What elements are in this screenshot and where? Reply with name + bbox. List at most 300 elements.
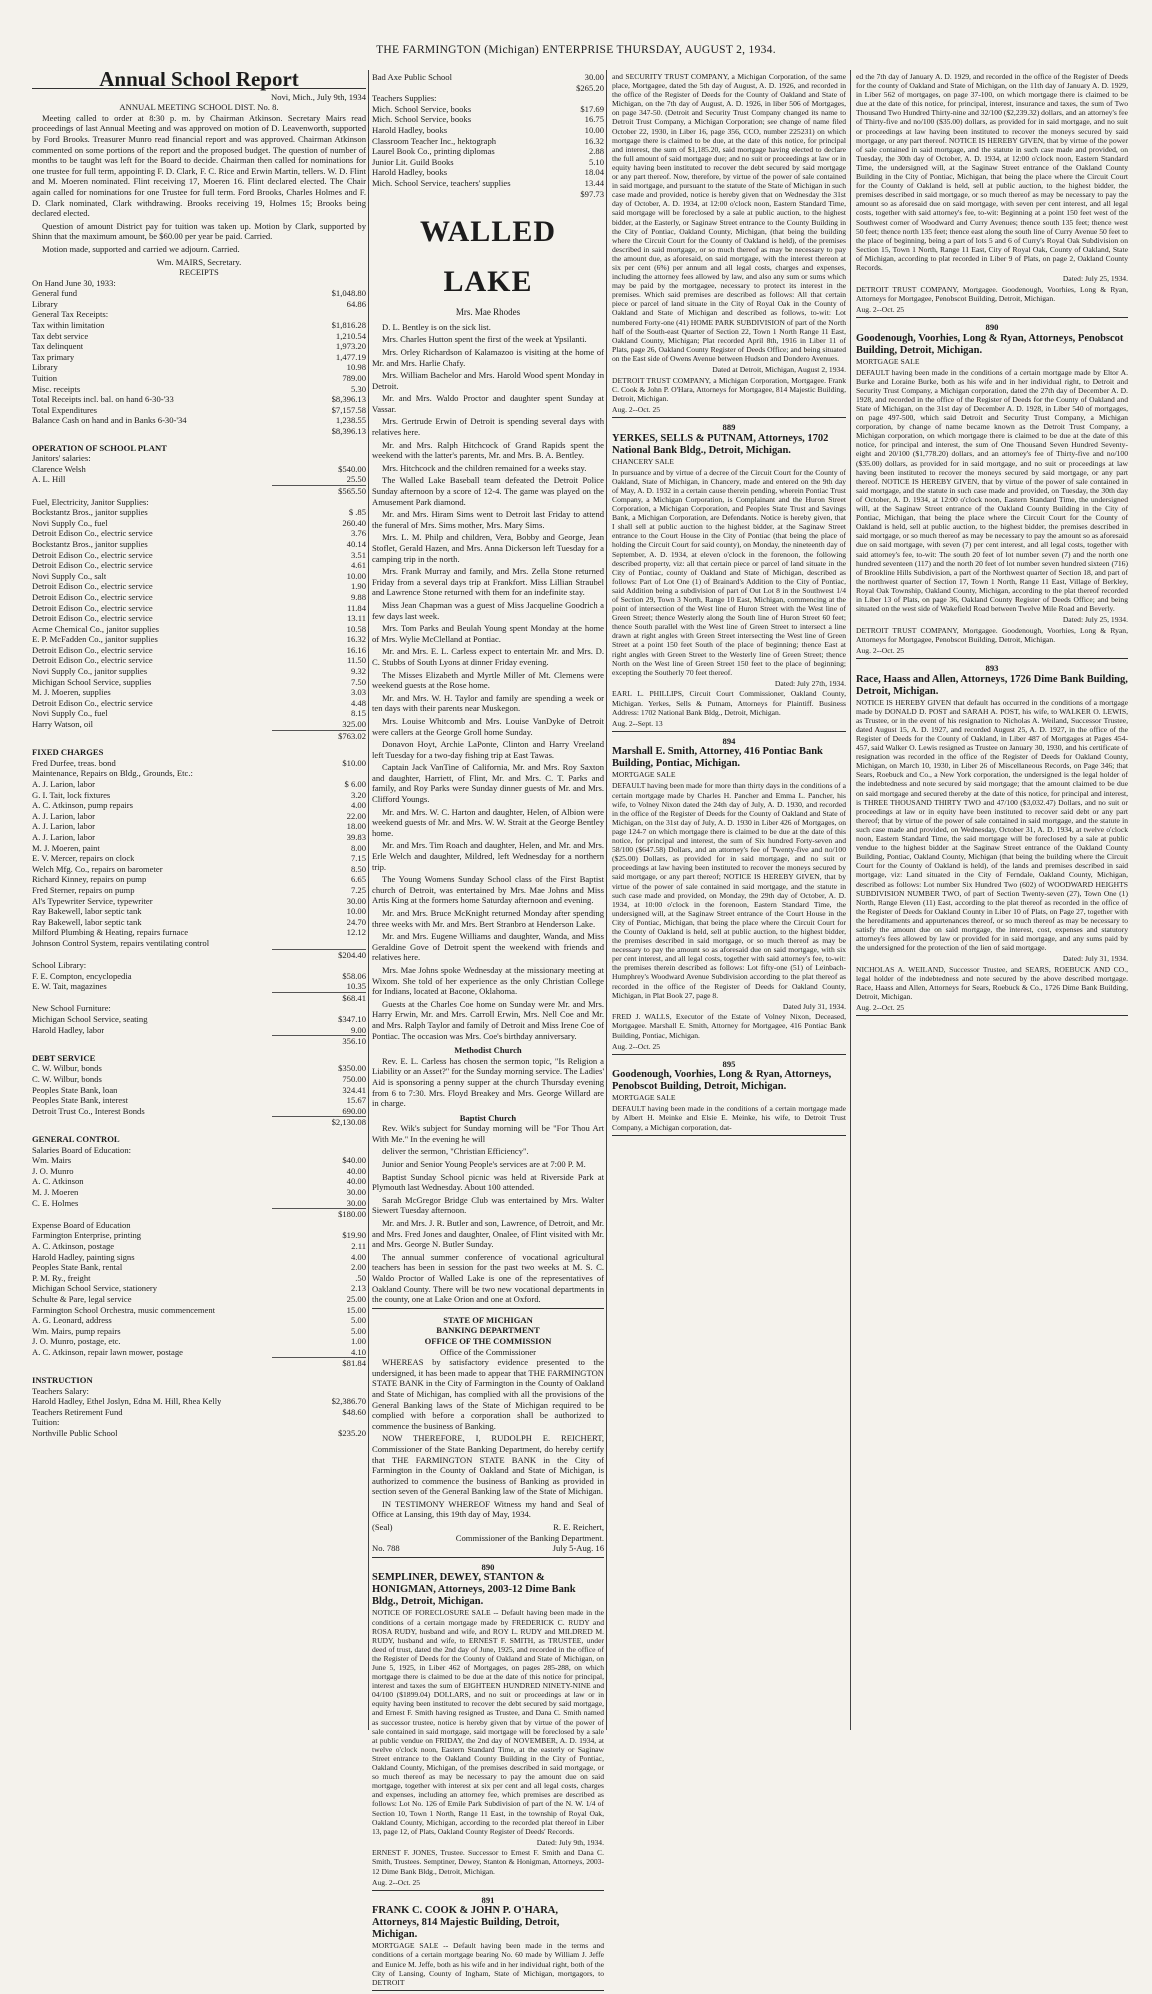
ledger-row — [32, 474, 366, 485]
ledger-amount: 1.90 — [350, 581, 366, 592]
c4-top-end: Aug. 2--Oct. 25 — [856, 304, 905, 314]
notice-signature: DETROIT TRUST COMPANY, a Michigan Corporation, Mortgagee. Frank C. Cook & John P. O'Hara, Attorneys for Mortgagee, 814 Majestic Building, Detroit, Michigan. — [612, 375, 846, 403]
ledger-amount: 4.48 — [350, 697, 366, 708]
bank-notice-dates: July 5-Aug. 16 — [552, 1543, 604, 1554]
janitors-list — [32, 464, 366, 485]
ledger-label: G. I. Tait, lock fixtures — [32, 789, 111, 800]
ledger-label: Welch Mfg. Co., repairs on barometer — [32, 863, 163, 874]
ledger-row — [372, 157, 604, 168]
bank-notice-head3: OFFICE OF THE COMMISSION — [424, 1335, 552, 1346]
news-item: Mrs. Orley Richardson of Kalamazoo is visiting at the home of Mr. and Mrs. Harlie Chafy. — [372, 346, 604, 368]
news-item: Mr. and Mrs. J. R. Butler and son, Lawrence, of Detroit, and Mr. and Mrs. Fred Jones and daughter, Onalee, of Flint visited with Mr. and Mrs. George N. Butler Sunday. — [372, 1218, 604, 1250]
ledger-label: Balance Cash on hand and in Banks 6-30-'34 — [32, 415, 187, 426]
ledger-amount: $8,396.13 — [331, 426, 366, 436]
retirement-value: $48.60 — [342, 1406, 366, 1417]
ledger-label: Milford Plumbing & Heating, repairs furnace — [32, 927, 189, 938]
ledger-amount: $58.06 — [342, 970, 366, 981]
ledger-amount: .50 — [355, 1272, 366, 1283]
notice-body: DEFAULT having been made in the conditions of a certain mortgage made by Albert H. Meinke and Elsie E. Meinke, his wife, to Detroit Trust Company, a Michigan corporation, dat- — [612, 1104, 846, 1132]
notice-number: 891 — [481, 1894, 495, 1905]
ledger-amount: 325.00 — [342, 719, 366, 730]
ledger-label: Novi Supply Co., janitor supplies — [32, 666, 148, 677]
report-subtitle: ANNUAL MEETING SCHOOL DIST. No. 8. — [119, 102, 279, 113]
ledger-label: Peoples State Bank, interest — [32, 1095, 128, 1106]
ledger-label: P. M. Ry., freight — [32, 1272, 91, 1283]
notice-heading: SEMPLINER, DEWEY, STANTON & HONIGMAN, Attorneys, 2003-12 Dime Bank Bldg., Detroit, Michigan. — [372, 1572, 576, 1608]
ledger-label: M. J. Moeren — [32, 1186, 79, 1197]
ledger-label: Bad Axe Public School — [372, 72, 452, 82]
ledger-row — [372, 72, 604, 83]
ledger-label: A. C. Atkinson, repair lawn mower, postage — [32, 1346, 183, 1357]
notice-body: NOTICE OF FORECLOSURE SALE -- Default having been made in the conditions of a certain mortgage made by FREDERICK C. RUDY and ROSA RUDY, husband and wife, and ROY L. RUDY and MILDRED M. RUDY, husband and wife, to ERNEST F. SMITH, as TRUSTEE, under deed of trust, dated the 2nd day of June, 1925, and recorded in the office of the Register of Deeds for the County of Oakland and State of Michigan, on June 5, 1925, in Liber 462 of Mortgages, on pages 285-288, on which mortgage there is claimed to be due at the date of this notice for principal, interest and taxes the sum of EIGHTEEN HUNDRED NINETY-NINE and 04/100 ($1899.04) DOLLARS, and no suit or proceedings at law or in equity having been instituted to recover the debt secured by said mortgage, and Ernest F. Smith having resigned as Trustee, and Dana C. Smith named as successor trustee, notice is hereby given that by virtue of the power of sale contained in said mortgage, said mortgage will be foreclosed by a sale at public vendue on FRIDAY, the 2nd day of NOVEMBER, A. D. 1934, at twelve o'clock noon, Eastern Standard Time, at the easterly or Saginaw Street entrance to the Oakland County Building in the City of Pontiac, Oakland County, Michigan, of the premises described in said mortgage, or so much thereof as may be necessary to pay the amount due on said mortgage, together with interest at six per cent and all legal costs, charges and expenses, including an attorney fee, which premises are described as follows: Lot No. 126 of Emile Park Subdivision of part of the N. W. 1/4 of Section 10, Town 1 North, Range 11 East, in the township of Royal Oak, Oakland County, Michigan, according to the recorded plat thereof in Liber 13, page 12, of Plats, Oakland County Register of Deeds' Records. — [372, 1608, 604, 1836]
notice-signature: EARL L. PHILLIPS, Circuit Court Commissioner, Oakland County, Michigan. Yerkes, Sells & Putnam, Attorneys for Plaintiff. Business Address: 1702 National Bank Bldg., Detroit, Michigan. — [612, 689, 846, 717]
ledger-row — [32, 1198, 366, 1209]
notice-number: 890 — [985, 321, 999, 332]
ledger-row — [32, 528, 366, 539]
ledger-row — [32, 843, 366, 854]
ledger-amount: 1,210.54 — [335, 330, 366, 341]
news-item: Mr. and Mrs. E. L. Carless expect to entertain Mr. and Mrs. D. C. Stubbs of South Lyons at dinner Friday evening. — [372, 646, 604, 667]
notice-signature: DETROIT TRUST COMPANY, Mortgagee. Goodenough, Voorhies, Long & Ryan, Attorneys for Mortgagee, Penobscot Building, Detroit, Michigan. — [856, 625, 1128, 644]
ledger-label: J. O. Munro — [32, 1165, 74, 1176]
ledger-row — [32, 1176, 366, 1187]
notice-signature: NICHOLAS A. WEILAND, Successor Trustee, and SEARS, ROEBUCK AND CO., legal holder of the indebtedness and note secured by the above described mortgage. Race, Haass and Allen, Attorneys for Sears, Roebuck & Co., 1726 Dime Bank Building, Detroit, Michigan. — [856, 964, 1128, 1002]
library-total: $68.41 — [272, 992, 366, 1004]
debt-list — [32, 1063, 366, 1116]
retirement-label: Teachers Retirement Fund — [32, 1406, 123, 1417]
news-item: Guests at the Charles Coe home on Sunday were Mr. and Mrs. Harry Erwin, Mr. and Mrs. Carroll Erwin, Mrs. Nell Coe and Mr. and Mrs. Ralph Taylor and family of Detroit and Miss Irene Coe of Pontiac. The occasion was Mrs. Coe's birthday anniversary. — [372, 998, 604, 1041]
ledger-amount: 39.83 — [346, 831, 366, 842]
ledger-amount: 9.00 — [350, 1024, 366, 1035]
ledger-amount: 8.15 — [350, 708, 366, 719]
ledger-amount: 1,973.20 — [335, 341, 366, 352]
ledger-amount: 10.00 — [584, 124, 604, 135]
ledger-label: Misc. receipts — [32, 383, 81, 394]
ledger-label: Tax within limitation — [32, 320, 105, 331]
ledger-label: M. J. Moeren, paint — [32, 842, 100, 853]
ledger-row — [32, 864, 366, 875]
news-item: The Young Womens Sunday School class of the First Baptist church of Detroit, was entertained by Mrs. Mae Johns and Miss Artis King at the formers home Saturday afternoon and evening. — [372, 874, 604, 906]
legal-column-3 — [612, 72, 846, 1139]
news-item: Mrs. Mae Johns spoke Wednesday at the missionary meeting at Wixom. She told of her experience as the only Christian College for Indians, located at Bacone, Oklahoma. — [372, 964, 604, 997]
ledger-amount: $ 6.00 — [344, 779, 366, 789]
notice-date: Dated: July 9th, 1934. — [536, 1837, 604, 1847]
maint-heading: Maintenance, Repairs on Bldg., Grounds, Etc.: — [32, 768, 193, 779]
notice-run-dates: Aug. 2--Oct. 25 — [372, 1877, 421, 1887]
report-body-3: Motion made, supported and carried we adjourn. Carried. — [42, 243, 240, 254]
bank-notice-signer: R. E. Reichert, — [553, 1522, 604, 1533]
ledger-row — [32, 1273, 366, 1284]
notice-date: Dated at Detroit, Michigan, August 2, 1934. — [712, 365, 846, 374]
notice-subheading: MORTGAGE SALE — [612, 1093, 676, 1103]
tuition-heading: Tuition: — [32, 1417, 60, 1428]
notice-body: NOTICE IS HEREBY GIVEN that default has occurred in the conditions of a mortgage made by DONALD D. POST and SARAH A. POST, his wife, to WALKER O. LEWIS, as Trustee, or in the event of his resignation to Nicholas A. Weiland, Successor Trustee, dated August 15, A. D. 1927, and recorded August 25, A. D. 1927, in the office of the Register of Deeds for the County of Oakland, in Liber 487 of Mortgages at Pages 454-457, said Walker O. Lewis resigned as Trustee on January 30, 1930, and his certificate of resignation was recorded in the office of the Register of Deeds for Oakland County, Michigan, on March 10, 1930, in Liber 26 of Miscellaneous Records, on Page 346; that Sears, Roebuck and Co., a New York corporation, the undersigned is the legal holder of the indebtedness and note secured by said mortgage; that the amount claimed to be due on said mortgage and secured thereby at the date of this notice, for principal and interest, is THREE THOUSAND THIRTY TWO and 47/100 ($3,032.47) Dollars, and no suit or proceedings at law or in equity have been instituted to recover said debt or any part thereof; that by virtue of the power of sale contained in said mortgage, and the statute in such case made and provided, on Wednesday, October 31, A. D. 1934, at twelve o'clock noon, Eastern Standard Time, the said mortgage will be foreclosed by a sale at public vendue to the highest bidder at the Saginaw Street entrance of the Oakland County Building, Pontiac, Oakland County, Michigan (that being the building where the Circuit Court for the County of Oakland is held), of the lands and premises described in said mortgage, viz: Land situated in the City of Ferndale, Oakland County, Michigan, described as follows: Lot number Six Hundred Two (602) of WOODWARD HEIGHTS SUBDIVISION NUMBER TWO, of part of Section Twenty-seven (27), Town One (1) North, Range Eleven (11) East, according to the plat thereof as recorded in the office of the Register of Deeds for Oakland County in Liber 10 of Plats, on Page 27, together with the hereditaments and appurtenances thereof, or so much thereof as may be necessary to satisfy the amount due on said mortgage, the interest, cost, expenses and statutory attorney's fees allowed by law or provided for in said mortgage, and any sums paid by the undersigned for the protection of the lien of said mortgage. — [856, 697, 1128, 953]
ledger-row — [32, 981, 366, 992]
ledger-label: Detroit Edison Co., electric service — [32, 602, 153, 613]
ledger-row — [32, 666, 366, 677]
ledger-label: Novi Supply Co., salt — [32, 570, 107, 581]
ledger-amount: $350.00 — [338, 1063, 366, 1074]
ledger-label: Tax delinquent — [32, 341, 84, 352]
ledger-row — [32, 677, 366, 688]
ledger-row — [32, 394, 366, 405]
ledger-amount: 10.00 — [346, 570, 366, 581]
news-item: Mrs. L. M. Philp and children, Vera, Bobby and George, Jean Stoflet, Gerald Hazen, and Mrs. Anna Dickerson left Tuesday for a camping trip in the north. — [372, 532, 604, 564]
ledger-amount: 30.00 — [346, 895, 366, 906]
ledger-label: Bockstantz Bros., janitor supplies — [32, 507, 148, 518]
notice-heading: Goodenough, Voorhies, Long & Ryan, Attorneys, Penobscot Building, Detroit, Michigan. — [612, 1069, 832, 1093]
ledger-amount: 690.00 — [342, 1105, 366, 1116]
ledger-amount: $40.00 — [342, 1155, 366, 1166]
ledger-row — [32, 405, 366, 416]
news-item: Captain Jack VanTine of California, Mr. and Mrs. Roy Saxton and daughter, Harriett, of Flint, Mr. and Mrs. C. T. Parks and family, and Roy Parks were Sunday dinner guests of Mr. and Mrs. Clifford Youngs. — [372, 762, 604, 805]
news-item: Mr. and Mrs. Bruce McKnight returned Monday after spending three weeks with Mr. and Mrs. Bert Stranbro at Henderson Lake. — [372, 908, 604, 929]
news-item: Mr. and Mrs. Waldo Proctor and daughter spent Sunday at Vassar. — [372, 393, 604, 414]
notice-body: DEFAULT having been made for more than thirty days in the conditions of a certain mortgage made by Charles H. Pancher and Emma L. Pancher, his wife, to Volney Nixon dated the 24th day of July, A. D. 1930, and recorded in the office of the Register of Deeds for the County of Oakland and State of Michigan, on the 31st day of July, A. D. 1930 in Liber 426 of Mortgages, on page 124-7 on which mortgage there is claimed to be due at the date of this notice, for principal and interest, the sum of Six hundred Forty-seven and 58/100 ($647.58) Dollars, and an attorney's fee of Twenty-five and no/100 ($25.00) Dollars, as provided for in said mortgage, and no suit or proceedings at law having been instituted to recover the moneys secured by said mortgage, or any part thereof; NOTICE IS HEREBY GIVEN, that by virtue of the power of sale contained in said mortgage, and the statute in such case made and provided, on Monday, the 29th day of October, A. D. 1934, at 10:00 o'clock in the forenoon, Eastern Standard Time, the undersigned will, at the Saginaw Street entrance of the Court House in the City of Pontiac, Michigan, that being the place where the Circuit Court for the County of Oakland is held, sell at public auction, to the highest bidder, the premises described in said mortgage, or so much thereof as may be necessary to pay the amount so as aforesaid due on said mortgage, with six per cent interest, and all legal costs, together with said attorney's fee, to-wit: the premises therein described as follows: Lot fifty-one (51) of Leinbach-Humphrey's Woodward Avenue Subdivision according to the plat thereof as recorded in the office of the Register of Deeds for Oakland County, Michigan, in Plat Book 27, page 8. — [612, 781, 846, 1000]
ledger-label: A. C. Atkinson, pump repairs — [32, 800, 133, 811]
ledger-row — [32, 917, 366, 928]
news-item: Mr. and Mrs. Hiram Sims went to Detroit last Friday to attend the funeral of Mrs. Sims mother, Mrs. Mary Sims. — [372, 509, 604, 530]
notice-date: Dated: July 31, 1934. — [1062, 954, 1128, 964]
ledger-amount: $97.73 — [580, 188, 604, 199]
ledger-amount: 13.11 — [346, 613, 366, 624]
ledger-row — [32, 624, 366, 635]
ledger-row — [32, 938, 366, 949]
c4-top-date: Dated: July 25, 1934. — [1062, 274, 1128, 284]
fuel-heading: Fuel, Electricity, Janitor Supplies: — [32, 496, 149, 507]
bank-notice-sign-row — [372, 1522, 604, 1533]
walled-lake-left — [372, 322, 604, 1145]
receipts-list — [32, 278, 366, 395]
ledger-amount: 9.88 — [350, 591, 366, 602]
walled-right-paras — [372, 1146, 604, 1304]
ledger-row — [32, 518, 366, 529]
column-rule — [606, 70, 607, 1730]
ledger-label: Peoples State Bank, loan — [32, 1084, 118, 1095]
ledger-row — [32, 1294, 366, 1305]
ledger-row — [32, 320, 366, 331]
ledger-label: Novi Supply Co., fuel — [32, 517, 108, 528]
news-item: Mr. and Mrs. W. C. Harton and daughter, Helen, of Albion were weekend guests of Mr. and Mrs. W. W. Strait at the George Bentley home. — [372, 806, 604, 838]
ledger-row — [372, 114, 604, 125]
ledger-label: Harold Hadley, labor — [32, 1024, 105, 1035]
ledger-row — [32, 821, 366, 832]
ledger-row — [32, 362, 366, 373]
ledger-amount: 13.44 — [584, 177, 604, 188]
ledger-row — [32, 613, 366, 624]
ledger-label: General Tax Receipts: — [32, 309, 109, 320]
ledger-row — [32, 758, 366, 769]
ledger-label: Schulte & Pare, legal service — [32, 1293, 132, 1304]
ledger-label: A. J. Larion, labor — [32, 779, 96, 789]
ledger-label: Detroit Edison Co., electric service — [32, 581, 153, 592]
ledger-amount: $ .85 — [348, 507, 366, 518]
control-heading: GENERAL CONTROL — [32, 1134, 120, 1144]
tuition-list — [32, 1428, 366, 1439]
maint-total: $204.40 — [272, 949, 366, 961]
ledger-amount: 7.25 — [350, 884, 366, 895]
notice-number: 890 — [481, 1561, 495, 1572]
ledger-row — [32, 603, 366, 614]
notice-heading: Goodenough, Voorhies, Long & Ryan, Attorneys, Penobscot Building, Detroit, Michigan. — [856, 332, 1124, 356]
notice-subheading: CHANCERY SALE — [612, 456, 674, 466]
ledger-amount — [360, 309, 366, 320]
masthead: THE FARMINGTON (Michigan) ENTERPRISE THURSDAY, AUGUST 2, 1934. — [376, 44, 776, 56]
notice-heading: Marshall E. Smith, Attorney, 416 Pontiac Bank Building, Pontiac, Michigan. — [612, 746, 823, 770]
c4-top-body: ed the 7th day of January A. D. 1929, and recorded in the office of the Register of Deeds for the county of Oakland and State of Michigan, on the 11th day of January A. D. 1929, in Liber 562 of mortgages, on page 37-100, on which mortgage there is claimed to be due at the date of this notice, for principal, interest, insurance and taxes, the sum of Two Thousand Two Hundred Thirty-nine and 32/100 ($2,239.32) dollars, and an attorney's fee of Thirty-five and no/100 ($35.00) dollars, as provided for in said mortgage, and no suit or proceedings at law having been instituted to recover the moneys secured by said mortgage, or any part thereof. NOTICE IS HEREBY GIVEN, that by virtue of the power of sale contained in said mortgage, and the statute in such case made and provided, on Tuesday, the 30th day of October, A. D. 1934, at 12:00 o'clock noon, Eastern Standard Time, the undersigned will, at the Saginaw Street entrance of the Oakland County Building in the City of Pontiac, Michigan, that being the place where the Circuit Court for the County of Oakland is held, sell at public auction, to the highest bidder, the premises described in said mortgage, or so much thereof as may be necessary to pay the amount so as aforesaid due on said mortgage, with seven per cent interest, and all legal costs, together with said attorney's fee, to-wit: Beginning at a point 150 feet west of the Southwest corner of Woodward and Curry Avenues; thence south 135 feet; thence west 50 feet; thence north 135 feet; thence east along the south line of Curry Avenue 50 feet to the place of beginning, being a part of lots 5 and 6 of Curry's Royal Oak Subdivision on Section 15, Town 1 North, Range 11 East, City of Royal Oak, County of Oakland, State of Michigan, according to plat recorded in Liber 9 of Plats, on page 2, Oakland County Records. — [856, 72, 1128, 272]
ledger-label: Acme Chemical Co., janitor supplies — [32, 623, 159, 634]
ledger-row — [32, 571, 366, 582]
news-item: Mrs. Hitchcock and the children remained for a weeks stay. — [382, 462, 587, 473]
ledger-label: Bockstantz Bros., janitor supplies — [32, 538, 148, 549]
legal-notices-c3 — [372, 1562, 604, 1991]
ledger-row — [32, 560, 366, 571]
baptist-body: Rev. Wik's subject for Sunday morning will be "For Thou Art With Me." In the evening he will — [372, 1123, 604, 1144]
notice-heading: FRANK C. COOK & JOHN P. O'HARA, Attorneys, 814 Majestic Building, Detroit, Michigan. — [372, 1905, 560, 1941]
instruction-heading: INSTRUCTION — [32, 1375, 93, 1386]
ledger-amount: 16.32 — [584, 135, 604, 146]
ledger-label: A. C. Atkinson, postage — [32, 1240, 115, 1251]
ledger-amount: 260.40 — [342, 517, 366, 528]
news-item: Mrs. William Bachelor and Mrs. Harold Wood spent Monday in Detroit. — [372, 370, 604, 391]
ledger-label: M. J. Moeren, supplies — [32, 687, 111, 698]
ledger-label: Library — [32, 298, 58, 309]
ledger-row — [32, 971, 366, 982]
ledger-amount: 12.12 — [346, 927, 366, 938]
ledger-label: Farmington Enterprise, printing — [32, 1230, 142, 1241]
methodist-heading: Methodist Church — [454, 1045, 522, 1056]
ledger-row — [32, 790, 366, 801]
ledger-row — [372, 83, 604, 94]
news-item: Mrs. Louise Whitcomb and Mrs. Louise VanDyke of Detroit were callers at the George Groll home Sunday. — [372, 715, 604, 737]
ledger-amount: 5.30 — [350, 383, 366, 394]
ledger-amount: 16.16 — [346, 644, 366, 655]
receipts-heading: RECEIPTS — [179, 267, 219, 278]
ledger-row — [32, 384, 366, 395]
ledger-label: Classroom Teacher Inc., hektograph — [372, 135, 497, 146]
ledger-amount: 789.00 — [342, 373, 366, 384]
ledger-row — [32, 896, 366, 907]
ledger-row — [32, 1428, 366, 1439]
news-item: Mr. and Mrs. W. H. Taylor and family are spending a week or ten days with their parents near Muskegon. — [372, 692, 604, 714]
ledger-row — [32, 1155, 366, 1166]
ledger-label: Detroit Edison Co., electric service — [32, 697, 153, 708]
news-item: Baptist Sunday School picnic was held at Riverside Park at Plymouth last Wednesday. About 100 attended. — [372, 1171, 604, 1193]
ledger-amount: 24.70 — [346, 916, 366, 927]
ledger-amount: 4.00 — [350, 800, 366, 811]
news-item: Mrs. Gertrude Erwin of Detroit is spending several days with relatives here. — [372, 416, 604, 438]
notice-heading: Race, Haass and Allen, Attorneys, 1726 Dime Bank Building, Detroit, Michigan. — [856, 673, 1128, 697]
furniture-total: 356.10 — [272, 1035, 366, 1047]
ledger-row — [32, 288, 366, 299]
ledger-row — [32, 592, 366, 603]
report-signature: Wm. MAIRS, Secretary. — [156, 256, 242, 267]
ledger-row — [372, 136, 604, 147]
ledger-row — [32, 1241, 366, 1252]
ledger-amount: 40.00 — [346, 1165, 366, 1176]
ledger-amount: 1,477.19 — [335, 351, 366, 362]
expense-heading: Expense Board of Education — [32, 1219, 131, 1230]
ledger-row — [32, 800, 366, 811]
debt-heading: DEBT SERVICE — [32, 1052, 96, 1063]
debt-total: $2,130.08 — [272, 1116, 366, 1128]
ledger-row — [32, 1106, 366, 1117]
ledger-amount: $17.69 — [580, 103, 604, 114]
ledger-row — [32, 1305, 366, 1316]
ledger-row — [32, 1252, 366, 1263]
notice-date: Dated July 31, 1934. — [782, 1001, 846, 1011]
ledger-amount: 22.00 — [346, 810, 366, 821]
ledger-row — [32, 352, 366, 363]
ledger-amount: 9.32 — [350, 666, 366, 677]
ledger-row — [32, 655, 366, 666]
column-rule — [368, 70, 369, 1730]
ledger-amount: 8.00 — [350, 842, 366, 853]
notice-body: and SECURITY TRUST COMPANY, a Michigan Corporation, of the same place, Mortgagee, dated the 5th day of August, A. D. 1926, and recorded in the office of the Register of Deeds for the County of Oakland and State of Michigan, on the 7th day of August, A. D. 1926, in liber 506 of Mortgages, on page 347-50. (Detroit and Security Trust Company changed its name to Detroit Trust Company, a Michigan Corporation; see change of name filed October 22, 1930, in Liber 16, page 356, CCO, number 225231) on which mortgage there is claimed to be due, at the date of this notice, for principal and interest, the sum of $1,185.20, said mortgage having elected to declare the full amount of said mortgage due; and no suit or proceedings at law or in equity having been instituted to recover the debt secured by said mortgage or any part thereof. Now, therefore, by virtue of the power of sale contained in said mortgage, and pursuant to the statute of the State of Michigan in such case made and provided, notice is hereby given that on Wednesday the 31st day of October, A. D. 1934, at 12:00 o'clock noon, Eastern Standard Time, said mortgage will be foreclosed by a sale at public auction, to the highest bidder, at the Easterly, or Saginaw Street entrance to the County Building in the City of Pontiac, Oakland County, Michigan, (that being the building where the Circuit Court for the County of Oakland is held), of the premises described in said mortgage, or so much thereof as may be necessary to pay the amount due, as aforesaid, on said mortgage, with the interest thereon at six per cent (6%) per annum and all legal costs, charges and expenses, including the attorney fees allowed by law, and also any sum or sums which may be paid by the mortgagee, necessary to protect its interest in the premises. Which said premises are described as follows: All that certain piece or parcel of land situate in the City of Royal Oak in the County of Oakland and State of Michigan and described as follows, to-wit: Lot numbered Forty-one (41) HOME PARK SUBDIVISION of part of the North half of the South-east Quarter of Section 22, Town 1 North Range 11 East, Oakland County, Michigan; Plat recorded April 8th, 1916 in Liber 11 of Plats, page 26, Oakland County Register of Deeds Office; and being situated on the East side of Owens Avenue between Hudson and Dondero Avenues. — [612, 72, 846, 363]
ledger-row — [32, 1347, 366, 1358]
report-body-2: Question of amount District pay for tuition was taken up. Motion by Clark, supported by Shinn that the maximum amount, be $60.00 per year be paid. Carried. — [32, 220, 366, 242]
ledger-label: Detroit Trust Co., Interest Bonds — [32, 1105, 145, 1116]
report-title: Annual School Report — [99, 72, 299, 91]
bank-notice-seal: (Seal) — [372, 1522, 393, 1533]
ledger-amount: 3.20 — [350, 789, 366, 800]
control-list — [32, 1155, 366, 1208]
ledger-label: Junior Lit. Guild Books — [372, 156, 454, 167]
ledger-label: A. L. Hill — [32, 474, 66, 485]
ledger-label: Wm. Mairs — [32, 1155, 72, 1166]
ledger-label: Harold Hadley, books — [372, 124, 448, 135]
bank-notice-head2: BANKING DEPARTMENT — [436, 1325, 540, 1336]
notice-body: DEFAULT having been made in the conditions of a certain mortgage made by Eltor A. Burke and Loraine Burke, both as his wife and in her individual right, to Detroit and Security Trust Company, a Michigan corporation, dated the 27th day of December A. D. 1928, and recorded in the office of the Register of Deeds for the County of Oakland and State of Michigan, on the 31st day of December A. D. 1928, in Liber 540 of mortgages, on page 497-500, which said Detroit and Security Trust Company, a Michigan corporation, by change of name became known as the Detroit Trust Company, a Michigan corporation, on which mortgage there is claimed to be due at the date of this notice, for principal and interest, the sum of One Thousand Seven Hundred Seventy-eight and 20/100 ($1,778.20) dollars, and an attorney's fee of Thirty-five and no/100 ($35.00) dollars, as provided for in said mortgage, and no suit or proceedings at law having been instituted to recover the moneys secured by said mortgage, or any part thereof. NOTICE IS HEREBY GIVEN, that by virtue of the power of sale contained in said mortgage, and the statute in such case made and provided, on Tuesday, the 30th day of October, A. D. 1934, at 12:00 o'clock noon, Eastern Standard Time, the undersigned will, at the Saginaw Street entrance of the Oakland County Building in the City of Pontiac, Michigan, that being the place where the Circuit Court for the County of Oakland is held, sell at public auction, to the highest bidder, the premises described in said mortgage, or so much thereof as may be necessary to pay the amount so as aforesaid due on said mortgage, with seven (7) per cent interest, and all legal costs, together with said attorney's fee, to-wit: The south 20 feet of lot number seven (7) and the north one hundred seventeen (117) and the north 20 feet of lot number seven hundred sixteen (716) of Brookline Hills Subdivision, a part of the Northwest quarter of Section 18, and part of the northwest quarter of Section 17, Town 1 North, Range 11 East, Village of Berkley, Royal Oak Township, Oakland County, Michigan, according to the plat thereof recorded in Liber 13 of Plats, on page 36, Oakland County Register of Deeds Office; and being situated on the west side of Wakefield Road between Twelve Mile Road and Beverly. — [856, 367, 1128, 614]
ledger-row — [372, 104, 604, 115]
ledger-label: E. V. Mercer, repairs on clock — [32, 853, 135, 864]
janitors-heading: Janitors' salaries: — [32, 453, 91, 464]
ledger-label: Ray Bakewell, labor septic tank — [32, 916, 142, 927]
ledger-row — [32, 927, 366, 938]
ledger-amount: 5.10 — [588, 156, 604, 167]
news-item: Mrs. Tom Parks and Beulah Young spent Monday at the home of Mrs. Wylie McClelland at Pontiac. — [372, 623, 604, 644]
ledger-amount: 2.13 — [350, 1283, 366, 1294]
ledger-amount: 15.00 — [346, 1304, 366, 1315]
retirement-row — [32, 1407, 366, 1418]
ledger-amount: 1,238.55 — [335, 415, 366, 426]
ledger-label: A. J. Larion, labor — [32, 831, 96, 842]
notice-run-dates: Aug. 2--Oct. 25 — [856, 645, 905, 655]
ledger-label: Detroit Edison Co., electric service — [32, 655, 153, 666]
ledger-amount: 11.50 — [346, 655, 366, 666]
ledger-row — [32, 832, 366, 843]
bank-notice-body: WHEREAS by satisfactory evidence presented to the undersigned, it has been made to appear that THE FARMINGTON STATE BANK in the City of Farmington in the County of Oakland and State of Michigan, has complied with all the provisions of the General Banking laws of the State of Michigan required to be complied with before a corporation shall be authorized to commence the business of Banking. — [372, 1357, 604, 1431]
ledger-label: Tax debt service — [32, 330, 89, 341]
notice-run-dates: Aug. 2--Oct. 25 — [612, 404, 661, 414]
notice-run-dates: Aug. 2--Oct. 25 — [612, 1041, 661, 1051]
ledger-label: Harold Hadley, painting signs — [32, 1251, 135, 1262]
ledger-label: Ray Bakewell, labor septic tank — [32, 906, 142, 917]
maint-list — [32, 779, 366, 949]
baptist-heading: Baptist Church — [459, 1112, 517, 1123]
walled-lake-title: WALLED LAKE — [419, 215, 557, 299]
ledger-amount: 5.00 — [350, 1325, 366, 1336]
ledger-amount: 10.98 — [346, 362, 366, 373]
ledger-amount: $1,816.28 — [331, 320, 366, 331]
ledger-row — [32, 1336, 366, 1347]
ledger-amount: 16.75 — [584, 114, 604, 125]
bank-notice-signer2: Commissioner of the Banking Department. — [455, 1532, 604, 1543]
ledger-row — [32, 464, 366, 475]
ledger-row — [372, 93, 604, 104]
ledger-amount: 3.76 — [350, 528, 366, 539]
c4-top-sign: DETROIT TRUST COMPANY, Mortgagee. Goodenough, Voorhies, Long & Ryan, Attorneys for Mortgagee, Penobscot Building, Detroit, Michigan. — [856, 284, 1128, 303]
ledger-amount: 6.65 — [350, 874, 366, 885]
ledger-label: A. J. Larion, labor — [32, 810, 96, 821]
expense-list — [32, 1230, 366, 1357]
ledger-amount — [360, 938, 366, 949]
ledger-amount: 4.61 — [350, 560, 366, 571]
ledger-label: Detroit Edison Co., electric service — [32, 613, 153, 624]
ledger-amount: 30.00 — [346, 1186, 366, 1197]
news-item: The annual summer conference of vocational agricultural teachers has been in session for the past two weeks at M. S. C. Waldo Proctor of Walled Lake is one of the representatives of Oakland County. There will be two new vocational departments in the county, one at Lake Orion and one at Oxford. — [372, 1251, 604, 1305]
ledger-row — [32, 687, 366, 698]
walled-lake-news — [372, 322, 604, 1991]
ledger-amount: 324.41 — [342, 1084, 366, 1095]
notice-signature: FRED J. WALLS, Executor of the Estate of Volney Nixon, Deceased, Mortgagee. Marshall E. Smith, Attorney for Mortgagee, 416 Pontiac Bank Building, Pontiac, Michigan. — [612, 1012, 846, 1040]
ledger-row — [32, 1283, 366, 1294]
notice-body: In pursuance and by virtue of a decree of the Circuit Court for the County of Oakland, State of Michigan, in Chancery, made and entered on the 9th day of May, A. D. 1932 in a certain cause therein pending, wherein Pontiac Trust Company, a Michigan Corporation, is Complainant and the Huron Street Corporation, a Michigan Corporation, and Peoples State Trust and Savings Bank, a Michigan Corporation, are Defendants. Notice is hereby given, that I shall sell at public auction to the highest bidder, at the Saginaw Street entrance to the Court House in the City of Pontiac (that being the place of holding the Circuit Court for said county), on Monday, the nineteenth day of September, A. D. 1934, at eleven o'clock in the forenoon, the following described property, viz: all that certain piece or parcel of land situate in the City of Pontiac, county of Oakland and State of Michigan, described as follows: Part of Lot One (1) of Brainard's Addition to the City of Pontiac, said Addition being a subdivision of part of Out Lot 8 in the Southwest 1/4 of Section 29, Town 3 North, Range 10 East, Michigan, commencing at the point of intersection of the West line of Huron Street with the West line of Green Street; thence Westerly along the South line of Huron Street 60 feet; thence South parallel with the West line of Green Street to intersect a line drawn at right angles with Green Street intersecting the West line of Green Street at a point 150 feet South of the place of beginning; thence East at right angles with Green Street to the Westerly line of Green Street; thence North on the West line of Green Street 150 feet to the place of beginning; excepting the Southerly 70 feet thereof. — [612, 467, 846, 677]
fuel-total: $763.02 — [272, 730, 366, 742]
ledger-row — [32, 1262, 366, 1273]
news-item: Sarah McGregor Bridge Club was entertained by Mrs. Walter Siewert Tuesday afternoon. — [372, 1194, 604, 1216]
bank-notice-num-row — [372, 1543, 604, 1554]
ledger-row — [32, 719, 366, 730]
ledger-row — [32, 634, 366, 645]
ledger-amount: 16.32 — [346, 634, 366, 645]
ledger-label: Tuition — [32, 373, 58, 384]
ledger-row — [372, 178, 604, 189]
middle-columns — [372, 72, 604, 1994]
ledger-amount: $19.90 — [342, 1230, 366, 1241]
ledger-amount: 3.03 — [350, 687, 366, 698]
ledger-row — [32, 698, 366, 709]
library-heading: School Library: — [32, 960, 87, 971]
expense-total: $81.84 — [272, 1357, 366, 1369]
ledger-amount: 10.58 — [346, 623, 366, 634]
notice-date: Dated: July 25, 1934. — [1062, 615, 1128, 625]
ledger-amount: 40.14 — [346, 538, 366, 549]
ledger-row — [32, 309, 366, 320]
ledger-amount: 25.50 — [346, 474, 366, 485]
notice-body: MORTGAGE SALE -- Default having been made in the terms and conditions of a certain mortgage bearing No. 60 made by William J. Jeffe and Eunice M. Jeffe, both as his wife and in her individual right, both of the City of Lansing, County of Ingham, State of Michigan, mortgagors, to DETROIT — [372, 1941, 604, 1987]
ledger-row — [32, 853, 366, 864]
ledger-label: Michigan School Service, supplies — [32, 676, 152, 687]
walled-left-paras — [372, 322, 604, 1041]
furniture-heading: New School Furniture: — [32, 1003, 111, 1014]
ledger-row — [32, 1187, 366, 1198]
ledger-amount: 30.00 — [584, 72, 604, 82]
ledger-row — [32, 1315, 366, 1326]
ledger-row — [32, 581, 366, 592]
ledger-row — [372, 146, 604, 157]
ledger-label: Northville Public School — [32, 1428, 118, 1439]
ledger-row — [372, 167, 604, 178]
ledger-label: Total Expenditures — [32, 404, 98, 415]
ledger-label: Total Receipts incl. bal. on hand 6-30-'33 — [32, 394, 174, 405]
ledger-amount: 18.00 — [346, 821, 366, 832]
control-total: $180.00 — [272, 1208, 366, 1220]
ledger-row — [32, 550, 366, 561]
ledger-amount: 1.00 — [350, 1336, 366, 1347]
ledger-label: Peoples State Bank, rental — [32, 1262, 123, 1273]
report-dateline: Novi, Mich., July 9th, 1934 — [270, 91, 366, 102]
